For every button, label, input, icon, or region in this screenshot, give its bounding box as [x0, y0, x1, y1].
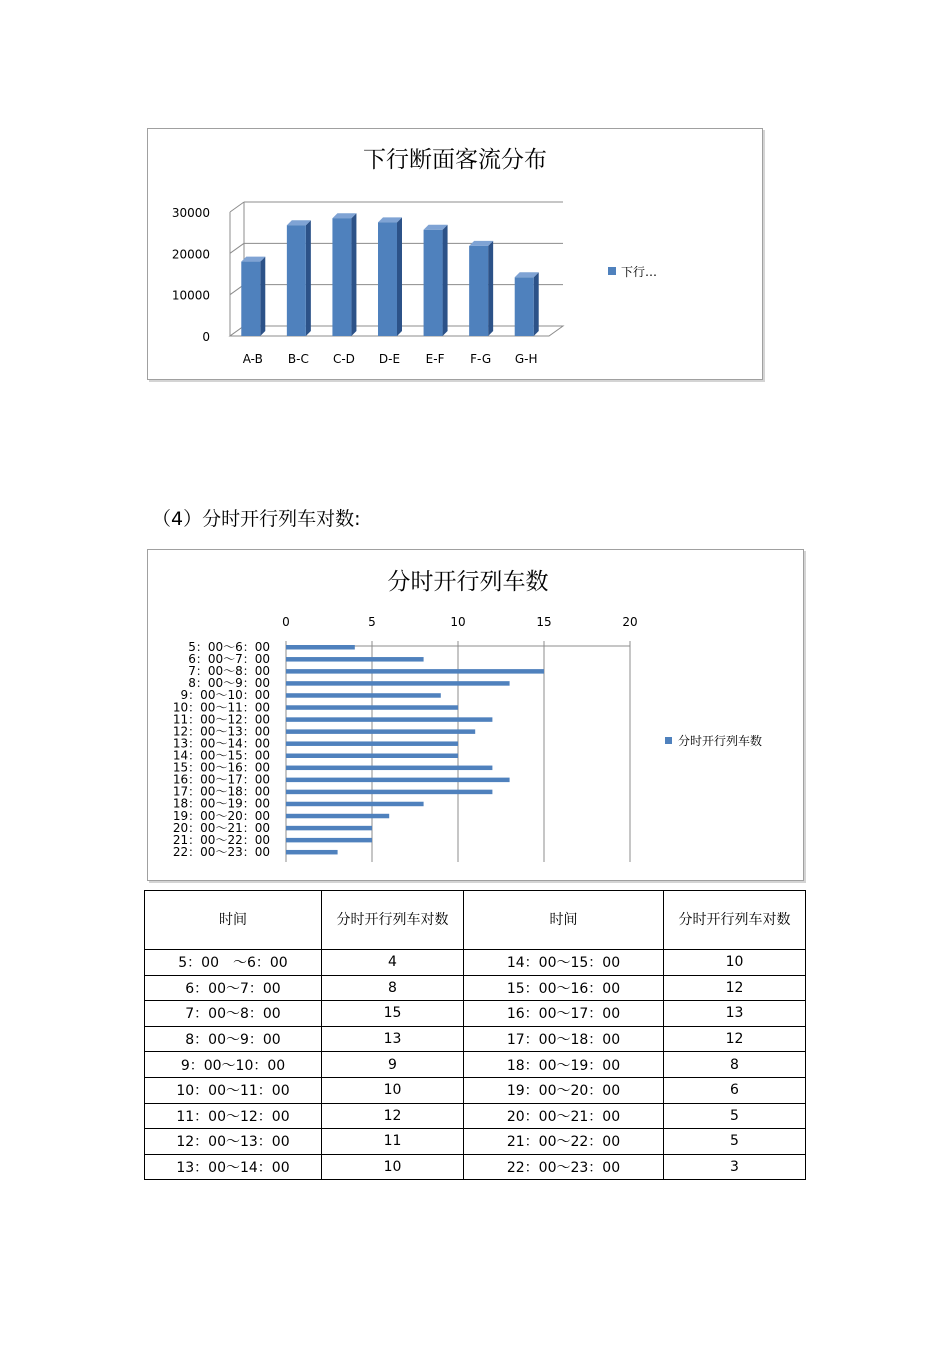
header-time-2: 时间	[464, 891, 664, 950]
header-count-1	[322, 891, 464, 950]
chart2-bar	[286, 790, 492, 795]
chart2-x-tick: 10	[450, 615, 466, 629]
chart2-legend-swatch	[665, 737, 672, 744]
chart2-bar	[286, 802, 424, 807]
table-cell-count: 5	[664, 1103, 806, 1129]
header-count-2-text: 分时开行列车对数	[678, 912, 791, 928]
chart1-grid-side	[230, 243, 244, 253]
table-cell-count: 9	[322, 1052, 464, 1078]
chart2-y-tick: 6：00～7：00	[188, 652, 270, 667]
table-row	[145, 1154, 806, 1180]
chart2-bar	[286, 838, 372, 843]
chart2-title: 分时开行列车数	[387, 569, 549, 595]
chart2-y-tick: 7：00～8：00	[188, 664, 270, 679]
table-row	[145, 1026, 806, 1052]
table-cell-count: 15	[322, 1001, 464, 1027]
table-row	[145, 1129, 806, 1155]
chart2-y-tick: 21：00～22：00	[172, 832, 270, 847]
chart2-x-tick: 20	[622, 615, 638, 629]
header-count-2	[664, 891, 806, 950]
chart-downstream-flow-svg	[148, 129, 762, 379]
chart1-bar	[241, 262, 260, 336]
table-cell-count: 8	[322, 975, 464, 1001]
chart1-x-tick: E-F	[425, 352, 445, 366]
table-cell-count: 12	[664, 975, 806, 1001]
chart2-y-tick: 13：00～14：00	[172, 736, 270, 751]
table-cell-time: 20：00～21：00	[464, 1103, 664, 1129]
chart2-x-tick: 0	[282, 615, 290, 629]
chart2-bar	[286, 657, 424, 662]
section-heading: （4）分时开行列车对数:	[152, 508, 361, 530]
table-cell-count: 10	[322, 1154, 464, 1180]
table-cell-time: 21：00～22：00	[464, 1129, 664, 1155]
chart2-y-tick: 18：00～19：00	[172, 796, 270, 811]
table-cell-count: 10	[322, 1077, 464, 1103]
chart1-y-tick: 30000	[171, 206, 210, 220]
table-cell-time: 17：00～18：00	[464, 1026, 664, 1052]
chart2-legend-label: 分时开行列车数	[678, 734, 763, 748]
chart2-y-tick: 14：00～15：00	[172, 748, 270, 763]
chart1-x-tick: G-H	[514, 352, 538, 366]
chart1-bar	[469, 246, 488, 336]
chart1-x-tick: A-B	[242, 352, 263, 366]
table-row	[145, 1052, 806, 1078]
table-cell-count: 13	[322, 1026, 464, 1052]
table-cell-time: 6：00～7：00	[145, 975, 322, 1001]
chart2-y-tick: 15：00～16：00	[172, 760, 270, 775]
chart1-x-tick: C-D	[332, 352, 355, 366]
chart1-y-tick: 10000	[171, 288, 210, 303]
table-cell-count: 3	[664, 1154, 806, 1180]
chart1-x-tick: B-C	[287, 352, 309, 366]
chart-hourly-trains	[147, 549, 804, 881]
chart1-bar	[424, 230, 443, 336]
chart2-bar	[286, 850, 338, 855]
chart2-bar	[286, 766, 492, 771]
table-body	[145, 950, 806, 1180]
chart2-bar	[286, 741, 458, 746]
table-row	[145, 975, 806, 1001]
chart2-x-tick: 15	[536, 615, 552, 629]
table-cell-time: 14：00～15：00	[464, 950, 664, 976]
chart1-bar-side	[488, 241, 493, 336]
chart2-bar	[286, 645, 355, 650]
chart1-bar-side	[534, 272, 539, 336]
chart2-bar	[286, 754, 458, 759]
chart-hourly-trains-svg	[148, 550, 803, 880]
chart2-bar	[286, 693, 441, 698]
chart1-bar-side	[306, 220, 311, 336]
chart1-legend-swatch	[608, 267, 616, 275]
chart1-y-tick: 0	[202, 330, 210, 344]
chart2-y-tick: 12：00～13：00	[172, 724, 270, 739]
table-cell-count: 10	[664, 950, 806, 976]
table-cell-time: 9：00～10：00	[145, 1052, 322, 1078]
chart2-y-tick: 17：00～18：00	[172, 784, 270, 799]
chart1-title: 下行断面客流分布	[363, 147, 547, 173]
chart2-bar	[286, 814, 389, 819]
chart2-bar	[286, 681, 510, 686]
table-cell-time: 8：00～9：00	[145, 1026, 322, 1052]
table-cell-time: 22：00～23：00	[464, 1154, 664, 1180]
table-row	[145, 1077, 806, 1103]
table-cell-time: 10：00～11：00	[145, 1077, 322, 1103]
chart2-y-tick: 22：00～23：00	[172, 844, 270, 859]
chart2-x-tick: 5	[368, 615, 376, 629]
table-header-row	[145, 891, 806, 950]
table-row	[145, 1001, 806, 1027]
table-cell-count: 11	[322, 1129, 464, 1155]
table-cell-count: 8	[664, 1052, 806, 1078]
chart2-y-tick: 20：00～21：00	[172, 820, 270, 835]
table-cell-time: 15：00～16：00	[464, 975, 664, 1001]
chart2-bar	[286, 669, 544, 674]
table-cell-time: 7：00～8：00	[145, 1001, 322, 1027]
chart1-bar	[378, 222, 397, 336]
chart1-bar	[332, 218, 351, 336]
chart1-x-tick: D-E	[378, 352, 401, 366]
chart2-bar	[286, 826, 372, 831]
table-cell-count: 12	[664, 1026, 806, 1052]
chart2-bar	[286, 729, 475, 734]
chart2-y-tick: 5：00～6：00	[188, 640, 270, 654]
chart2-y-tick: 9：00～10：00	[180, 688, 270, 703]
table-row	[145, 950, 806, 976]
table-cell-time: 12：00～13：00	[145, 1129, 322, 1155]
table-cell-count: 6	[664, 1077, 806, 1103]
hourly-trains-table	[144, 890, 806, 1180]
table-cell-time: 16：00～17：00	[464, 1001, 664, 1027]
chart2-bar	[286, 778, 510, 783]
chart1-bar	[287, 225, 306, 336]
chart2-bar	[286, 705, 458, 710]
chart2-y-tick: 16：00～17：00	[172, 772, 270, 787]
table-cell-time: 5：00 ～6：00	[145, 950, 322, 976]
chart1-bar-side	[397, 217, 402, 336]
chart1-bar	[515, 277, 534, 336]
table-cell-time: 13：00～14：00	[145, 1154, 322, 1180]
chart1-grid-side	[230, 202, 244, 212]
chart1-legend-label: 下行…	[621, 265, 658, 279]
table-cell-time: 18：00～19：00	[464, 1052, 664, 1078]
table-cell-count: 12	[322, 1103, 464, 1129]
table-cell-time: 19：00～20：00	[464, 1077, 664, 1103]
chart2-y-tick: 11：00～12：00	[172, 712, 270, 727]
chart2-y-tick: 19：00～20：00	[172, 808, 270, 823]
chart1-bar-side	[351, 213, 356, 336]
table-cell-count: 4	[322, 950, 464, 976]
chart-downstream-flow	[147, 128, 763, 380]
table-cell-count: 5	[664, 1129, 806, 1155]
table-cell-count: 13	[664, 1001, 806, 1027]
chart1-y-tick: 20000	[171, 247, 210, 262]
chart2-y-tick: 10：00～11：00	[172, 700, 270, 715]
header-count-1-text: 分时开行列车对数	[336, 912, 449, 928]
chart2-bar	[286, 717, 492, 722]
chart1-bar-side	[443, 225, 448, 336]
table-row	[145, 1103, 806, 1129]
chart1-bar-side	[260, 257, 265, 336]
chart1-x-tick: F-G	[470, 352, 492, 366]
header-time-1: 时间	[145, 891, 322, 950]
chart2-y-tick: 8：00～9：00	[188, 676, 270, 691]
table-cell-time: 11：00～12：00	[145, 1103, 322, 1129]
